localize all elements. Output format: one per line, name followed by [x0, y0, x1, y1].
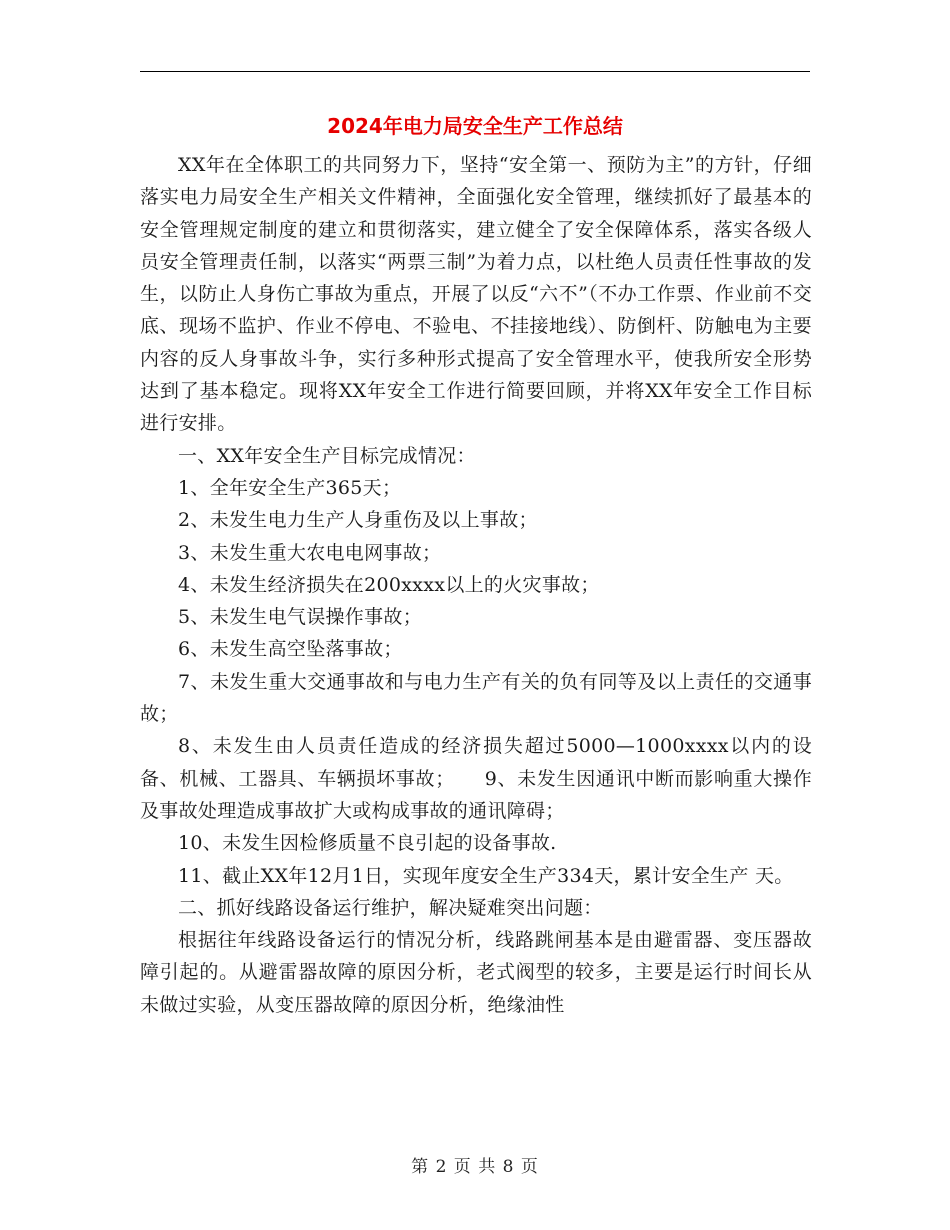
document-body — [140, 149, 812, 1021]
list-item: 2、未发生电力生产人身重伤及以上事故； — [178, 509, 538, 532]
page-number: 第 2 页 共 8 页 — [411, 1157, 539, 1177]
list-item: 3、未发生重大农电电网事故； — [178, 541, 442, 564]
list-item: 1、全年安全生产365天； — [178, 476, 402, 499]
section-heading-2: 二、抓好线路设备运行维护，解决疑难突出问题： — [178, 896, 603, 919]
section-heading-1: 一、XX年安全生产目标完成情况： — [178, 444, 476, 467]
paragraph-intro: XX年在全体职工的共同努力下，坚持“安全第一、预防为主”的方针，仔细落实电力局安全生产相关文件精神，全面强化安全管理，继续抓好了最基本的安全管理规定制度的建立和贯彻落实，建立健全了安全保障体系，落实各级人员安全管理责任制，以落实“两票三制”为着力点，以杜绝人员责任性事故的发生，以防止人身伤亡事故为重点，开展了以反“六不”（不办工作票、作业前不交底、现场不监护、作业不停电、不验电、不挂接地线）、防倒杆、防触电为主要内容的反人身事故斗争，实行多种形式提高了安全管理水平，使我所安全形势达到了基本稳定。现将XX年安全工作进行简要回顾，并将XX年安全工作目标进行安排。 — [140, 154, 812, 435]
list-item: 6、未发生高空坠落事故； — [178, 638, 403, 661]
list-item: 7、未发生重大交通事故和与电力生产有关的负有同等及以上责任的交通事故； — [140, 670, 812, 726]
header-rule — [140, 71, 810, 72]
list-item: 8、未发生由人员责任造成的经济损失超过5000—1000xxxx以内的设备、机械、工器具、车辆损坏事故； 9、未发生因通讯中断而影响重大操作及事故处理造成事故扩大或构成事故的通讯障碍； — [140, 735, 812, 822]
list-item: 11、截止XX年12月1日，实现年度安全生产334天，累计安全生产 天。 — [178, 864, 794, 887]
document-title: 2024年电力局安全生产工作总结 — [327, 114, 623, 138]
list-item: 4、未发生经济损失在200xxxx以上的火灾事故； — [178, 573, 600, 596]
paragraph-analysis: 根据往年线路设备运行的情况分析，线路跳闸基本是由避雷器、变压器故障引起的。从避雷器故障的原因分析，老式阀型的较多，主要是运行时间长从未做过实验，从变压器故障的原因分析，绝缘油性 — [140, 929, 812, 1016]
list-item: 10、未发生因检修质量不良引起的设备事故. — [178, 832, 557, 855]
list-item: 5、未发生电气误操作事故； — [178, 606, 422, 629]
